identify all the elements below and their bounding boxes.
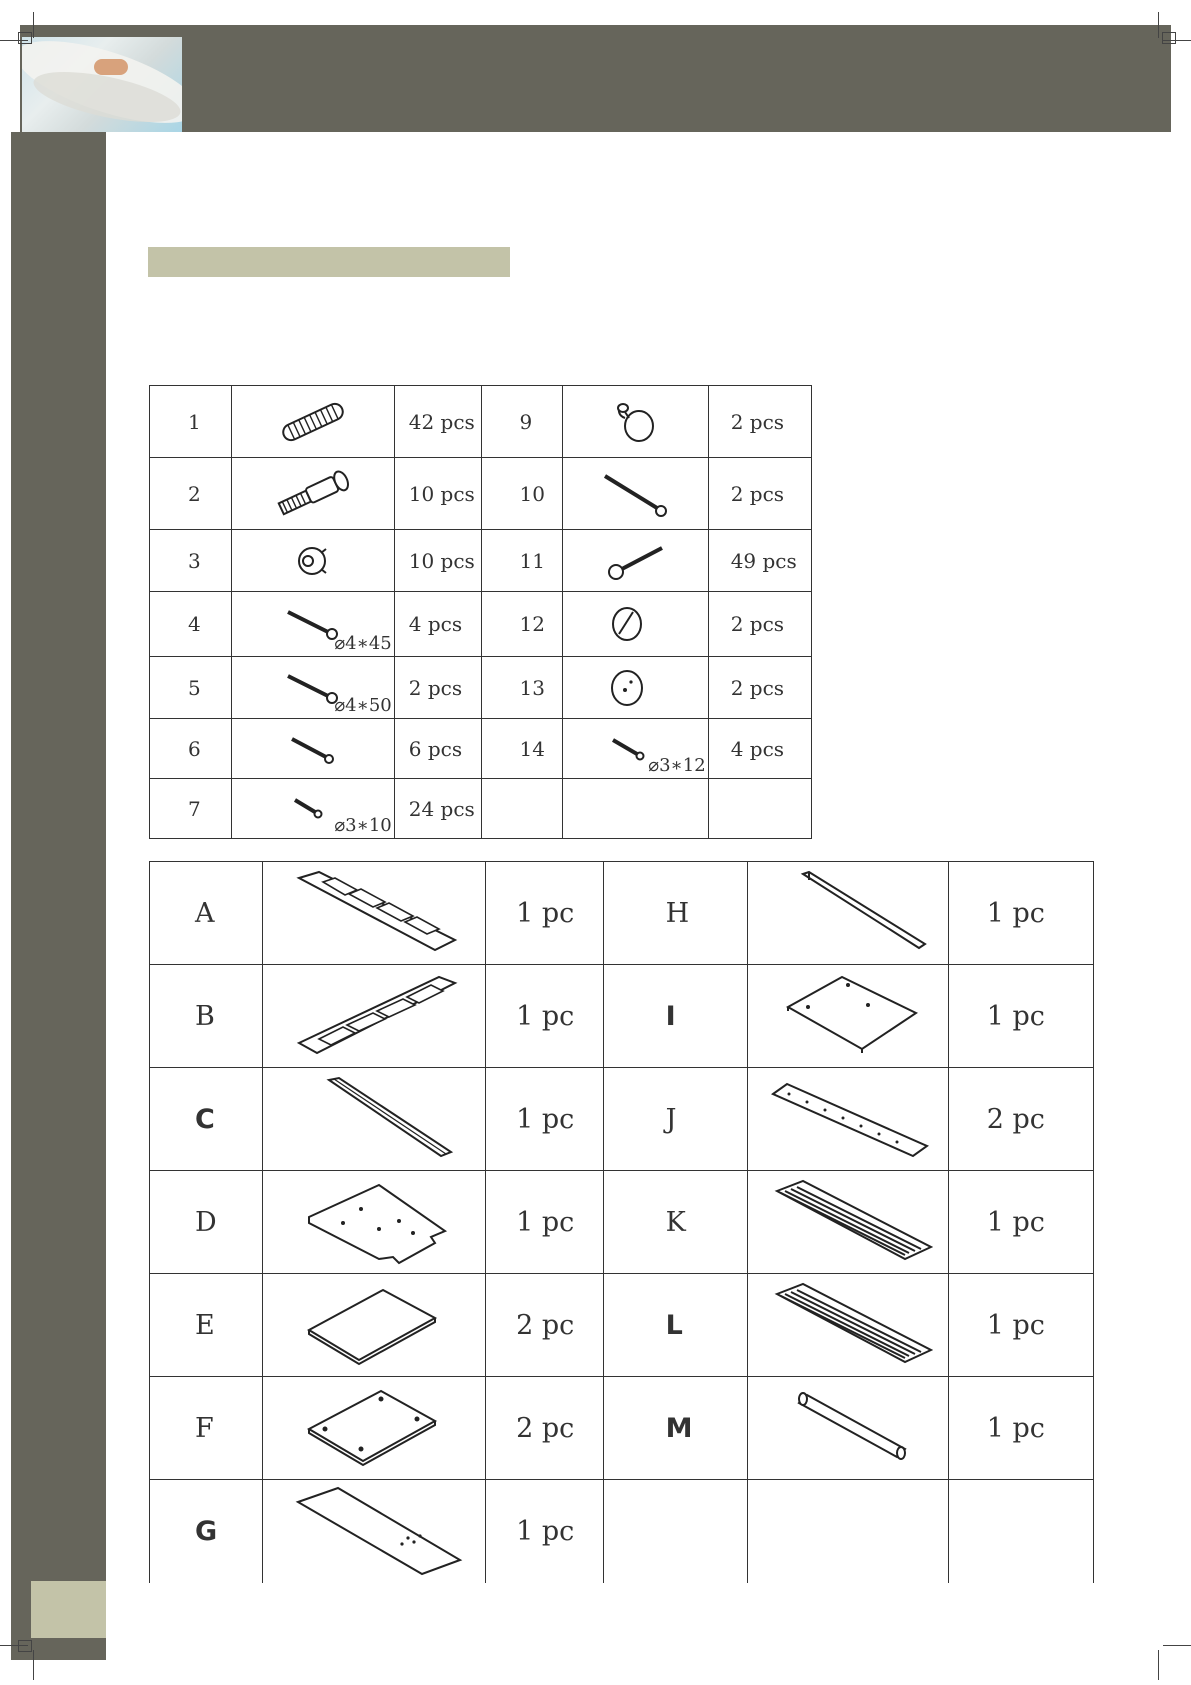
table-row xyxy=(150,592,812,657)
table-row xyxy=(150,1274,1094,1377)
panel-letter: I xyxy=(603,965,747,1068)
slatted-panel-icon xyxy=(748,1171,949,1274)
empty-cell xyxy=(948,1480,1093,1583)
table-row xyxy=(150,779,812,839)
part-quantity: 2 pcs xyxy=(708,386,811,458)
part-number: 1 xyxy=(150,386,232,458)
panel-quantity: 1 pc xyxy=(948,965,1093,1068)
table-row xyxy=(150,862,1094,965)
cam-bolt-icon xyxy=(231,458,394,530)
table-row xyxy=(150,965,1094,1068)
cherub-figure xyxy=(94,59,128,75)
table-row xyxy=(150,530,812,592)
crop-mark xyxy=(1158,12,1159,38)
slatted-panel-icon xyxy=(748,1274,949,1377)
part-number: 12 xyxy=(481,592,563,657)
part-quantity: 6 pcs xyxy=(394,719,481,779)
header-photo xyxy=(22,37,182,132)
panel-letter: G xyxy=(150,1480,263,1583)
left-sidebar-band xyxy=(11,132,106,1660)
page-number-box xyxy=(31,1581,106,1638)
screw-icon xyxy=(231,719,394,779)
table-row xyxy=(150,1377,1094,1480)
drilled-board-icon xyxy=(748,1068,949,1171)
panel-letter: H xyxy=(603,862,747,965)
table-row xyxy=(150,1171,1094,1274)
crop-mark xyxy=(18,32,32,44)
panel-quantity: 2 pc xyxy=(948,1068,1093,1171)
cam-lock-icon xyxy=(231,530,394,592)
screw-dimension: ⌀3∗10 xyxy=(334,815,392,836)
screw-dimension: ⌀4∗50 xyxy=(334,695,392,716)
small-screw-icon xyxy=(231,779,394,839)
panel-letter: F xyxy=(150,1377,263,1480)
ladder-frame-icon xyxy=(262,862,486,965)
rod-icon xyxy=(748,1377,949,1480)
part-number: 13 xyxy=(481,657,563,719)
part-number: 14 xyxy=(481,719,563,779)
part-quantity: 4 pcs xyxy=(708,719,811,779)
panel-quantity: 1 pc xyxy=(486,1068,603,1171)
screw-icon xyxy=(563,530,709,592)
crop-mark xyxy=(18,1640,32,1652)
panel-parts-table xyxy=(149,861,1094,1583)
part-number: 7 xyxy=(150,779,232,839)
panel-quantity: 1 pc xyxy=(486,965,603,1068)
ring-cap-icon xyxy=(563,592,709,657)
table-row xyxy=(150,458,812,530)
panel-letter: D xyxy=(150,1171,263,1274)
panel-quantity: 1 pc xyxy=(486,862,603,965)
empty-cell xyxy=(481,779,563,839)
table-row xyxy=(150,1068,1094,1171)
table-row xyxy=(150,1480,1094,1583)
part-number: 3 xyxy=(150,530,232,592)
part-number: 11 xyxy=(481,530,563,592)
empty-cell xyxy=(563,779,709,839)
screw-dimension: ⌀4∗45 xyxy=(334,633,392,654)
empty-cell xyxy=(748,1480,949,1583)
table-row xyxy=(150,657,812,719)
screw-icon xyxy=(231,592,394,657)
part-number: 5 xyxy=(150,657,232,719)
part-quantity: 24 pcs xyxy=(394,779,481,839)
rail-icon xyxy=(748,862,949,965)
panel-letter: K xyxy=(603,1171,747,1274)
empty-cell xyxy=(708,779,811,839)
part-quantity: 4 pcs xyxy=(394,592,481,657)
section-heading-bar xyxy=(148,247,510,277)
panel-quantity: 1 pc xyxy=(486,1171,603,1274)
panel-quantity: 1 pc xyxy=(948,1274,1093,1377)
crop-mark xyxy=(33,1650,34,1680)
part-quantity: 2 pcs xyxy=(394,657,481,719)
panel-quantity: 2 pc xyxy=(486,1274,603,1377)
panel-board-icon xyxy=(748,965,949,1068)
crop-mark xyxy=(33,12,34,38)
wooden-dowel-icon xyxy=(231,386,394,458)
panel-letter: A xyxy=(150,862,263,965)
screw-dimension: ⌀3∗12 xyxy=(648,755,706,776)
rail-icon xyxy=(262,1068,486,1171)
header-band xyxy=(20,25,1171,132)
panel-letter: L xyxy=(603,1274,747,1377)
flat-board-icon xyxy=(262,1274,486,1377)
small-screw-icon xyxy=(563,719,709,779)
disc-plate-icon xyxy=(563,657,709,719)
part-number: 10 xyxy=(481,458,563,530)
panel-quantity: 2 pc xyxy=(486,1377,603,1480)
notched-board-icon xyxy=(262,1171,486,1274)
part-number: 9 xyxy=(481,386,563,458)
panel-quantity: 1 pc xyxy=(948,1171,1093,1274)
part-number: 6 xyxy=(150,719,232,779)
panel-letter: E xyxy=(150,1274,263,1377)
drilled-board-icon xyxy=(262,1377,486,1480)
part-quantity: 10 pcs xyxy=(394,530,481,592)
crop-mark xyxy=(1163,1645,1191,1646)
part-quantity: 2 pcs xyxy=(708,592,811,657)
part-quantity: 49 pcs xyxy=(708,530,811,592)
panel-letter: J xyxy=(603,1068,747,1171)
crop-mark xyxy=(1158,1650,1159,1680)
part-quantity: 10 pcs xyxy=(394,458,481,530)
ladder-frame-icon xyxy=(262,965,486,1068)
panel-letter: M xyxy=(603,1377,747,1480)
part-number: 4 xyxy=(150,592,232,657)
crop-mark xyxy=(1162,32,1176,44)
table-row xyxy=(150,719,812,779)
table-row xyxy=(150,386,812,458)
empty-cell xyxy=(603,1480,747,1583)
drilled-board-icon xyxy=(262,1480,486,1583)
panel-letter: C xyxy=(150,1068,263,1171)
screw-icon xyxy=(231,657,394,719)
part-quantity: 42 pcs xyxy=(394,386,481,458)
panel-letter: B xyxy=(150,965,263,1068)
hardware-parts-table xyxy=(149,385,812,839)
panel-quantity: 1 pc xyxy=(486,1480,603,1583)
part-number: 2 xyxy=(150,458,232,530)
part-quantity: 2 pcs xyxy=(708,458,811,530)
knob-icon xyxy=(563,386,709,458)
long-screw-icon xyxy=(563,458,709,530)
panel-quantity: 1 pc xyxy=(948,1377,1093,1480)
panel-quantity: 1 pc xyxy=(948,862,1093,965)
part-quantity: 2 pcs xyxy=(708,657,811,719)
